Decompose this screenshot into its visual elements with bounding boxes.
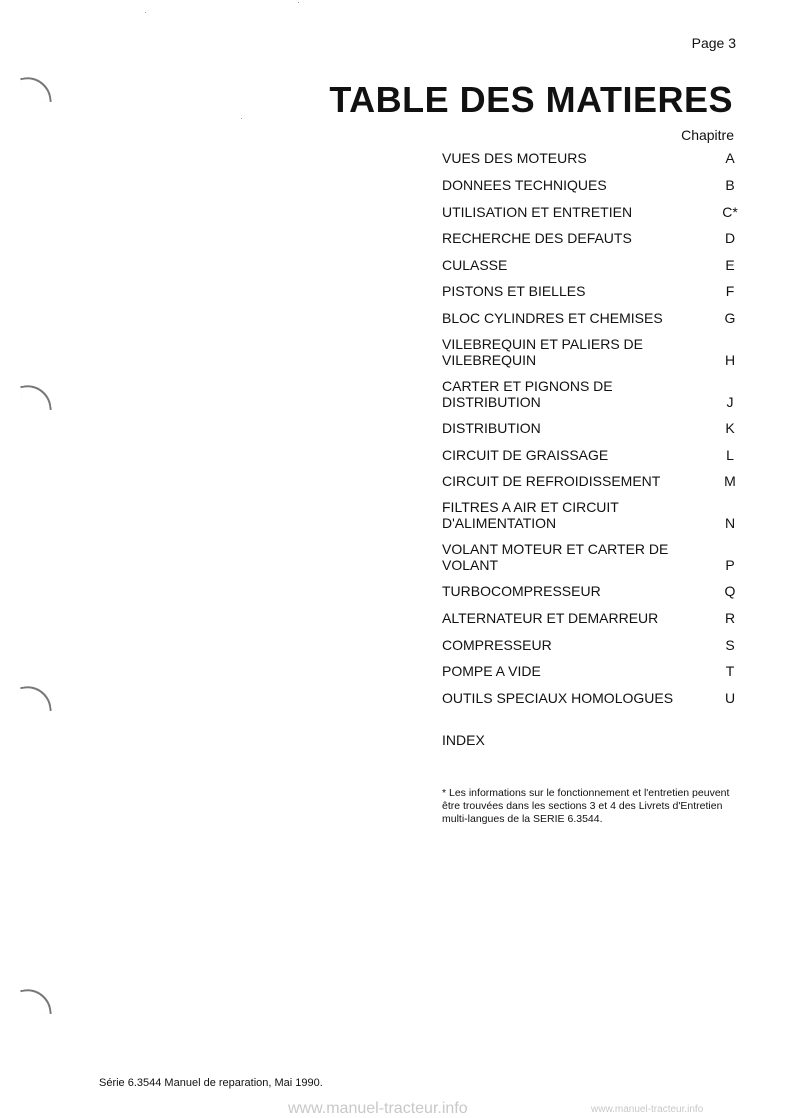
- toc-entry-label: CULASSE: [442, 257, 508, 273]
- toc-entry-label: OUTILS SPECIAUX HOMOLOGUES: [442, 690, 674, 706]
- toc-entry-chapter: R: [724, 610, 736, 626]
- toc-entry-chapter: F: [725, 283, 735, 299]
- toc-entry-label: VOLANT MOTEUR ET CARTER DE VOLANT: [442, 541, 669, 573]
- watermark-url-small: www.manuel-tracteur.info: [591, 1104, 704, 1115]
- toc-entry-chapter: Q: [724, 583, 736, 599]
- footnote: * Les informations sur le fonctionnement et l'entretien peuvent être trouvées dans les sections 3 et 4 des Livrets d'Entretien multi-langues de la SERIE 6.3544.: [442, 787, 730, 825]
- toc-entry-chapter: A: [725, 150, 735, 166]
- toc-entry-label: FILTRES A AIR ET CIRCUIT D'ALIMENTATION: [442, 499, 619, 531]
- binder-hole-mark: [20, 986, 52, 1018]
- toc-entry: [442, 310, 739, 326]
- toc-entry-label: ALTERNATEUR ET DEMARREUR: [442, 610, 659, 626]
- chapter-column-heading: Chapitre: [681, 127, 734, 143]
- binder-hole-mark: [20, 74, 52, 106]
- toc-entry-chapter: M: [724, 473, 736, 489]
- toc-entry: [442, 637, 739, 653]
- toc-entry: [442, 473, 739, 489]
- binder-hole-mark: [20, 382, 52, 414]
- toc-entry-chapter: C*: [722, 204, 738, 220]
- scan-speck: [145, 12, 146, 13]
- scan-speck: [241, 118, 242, 119]
- toc-entry-label: CIRCUIT DE GRAISSAGE: [442, 447, 609, 463]
- watermark-url: www.manuel-tracteur.info: [288, 1100, 468, 1117]
- table-of-contents: [442, 150, 739, 748]
- toc-entry-label: UTILISATION ET ENTRETIEN: [442, 204, 633, 220]
- toc-entry-chapter: G: [724, 310, 736, 326]
- toc-entry: [442, 447, 739, 463]
- toc-entry-chapter: U: [724, 690, 736, 706]
- toc-entry: [442, 541, 739, 573]
- toc-entry-label: CARTER ET PIGNONS DE DISTRIBUTION: [442, 378, 613, 410]
- toc-entry: [442, 378, 739, 410]
- toc-entry-label: DISTRIBUTION: [442, 420, 541, 436]
- toc-entry-chapter: T: [725, 663, 735, 679]
- scan-speck: [298, 2, 299, 3]
- toc-entry-label: COMPRESSEUR: [442, 637, 552, 653]
- toc-entry-chapter: L: [726, 447, 734, 463]
- toc-entry: [442, 732, 739, 748]
- toc-entry: [442, 204, 739, 220]
- toc-entry-label: BLOC CYLINDRES ET CHEMISES: [442, 310, 663, 326]
- toc-entry-label: TURBOCOMPRESSEUR: [442, 583, 601, 599]
- toc-entry-label: DONNEES TECHNIQUES: [442, 177, 607, 193]
- toc-entry-chapter: B: [725, 177, 735, 193]
- toc-entry-chapter: K: [725, 420, 735, 436]
- document-footer: Série 6.3544 Manuel de reparation, Mai 1990.: [99, 1077, 323, 1089]
- toc-entry-chapter: J: [726, 394, 734, 410]
- toc-entry-chapter: S: [725, 637, 735, 653]
- toc-entry-label: CIRCUIT DE REFROIDISSEMENT: [442, 473, 661, 489]
- toc-entry: [442, 283, 739, 299]
- toc-entry-chapter: D: [724, 230, 736, 246]
- page-number: Page 3: [691, 35, 736, 51]
- toc-entry-chapter: E: [725, 257, 735, 273]
- toc-entry: [442, 499, 739, 531]
- toc-entry-label: PISTONS ET BIELLES: [442, 283, 586, 299]
- toc-entry: [442, 177, 739, 193]
- toc-entry-label: VILEBREQUIN ET PALIERS DE VILEBREQUIN: [442, 336, 643, 368]
- toc-entry: [442, 583, 739, 599]
- toc-entry-label: INDEX: [442, 732, 485, 748]
- toc-entry: [442, 230, 739, 246]
- toc-entry: [442, 420, 739, 436]
- toc-entry: [442, 336, 739, 368]
- toc-entry: [442, 150, 739, 166]
- toc-entry-chapter: P: [725, 557, 735, 573]
- toc-entry-chapter: H: [724, 352, 736, 368]
- binder-hole-mark: [20, 683, 52, 715]
- toc-entry-label: VUES DES MOTEURS: [442, 150, 587, 166]
- toc-entry: [442, 690, 739, 722]
- toc-entry-label: POMPE A VIDE: [442, 663, 541, 679]
- page-title: TABLE DES MATIERES: [329, 79, 733, 120]
- toc-entry: [442, 257, 739, 273]
- toc-entry-chapter: N: [724, 515, 736, 531]
- toc-entry-label: RECHERCHE DES DEFAUTS: [442, 230, 632, 246]
- toc-entry: [442, 610, 739, 626]
- toc-entry: [442, 663, 739, 679]
